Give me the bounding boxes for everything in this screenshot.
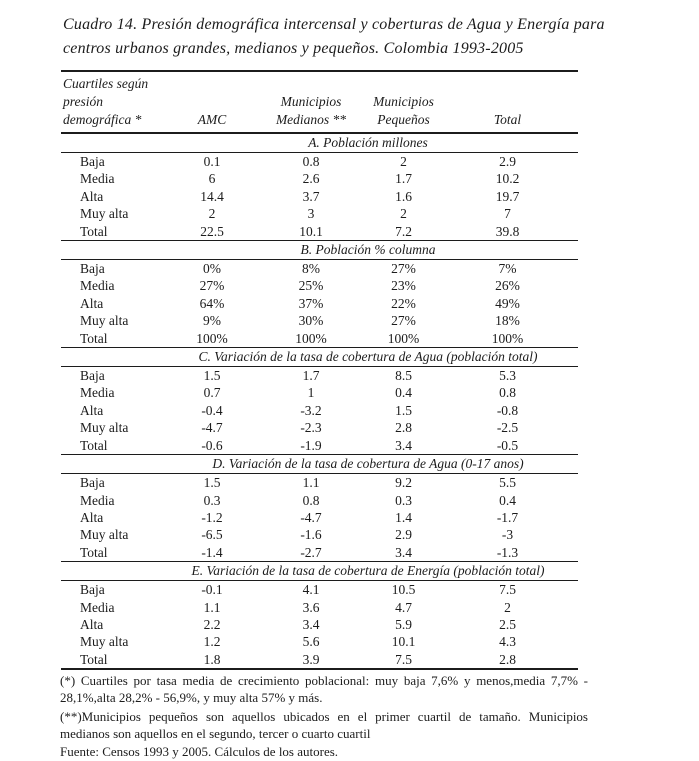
table-row xyxy=(61,153,578,171)
cell: -0.4 xyxy=(201,402,223,418)
cell: 1.8 xyxy=(203,651,221,667)
row-label: Baja xyxy=(80,154,105,169)
cell: 23% xyxy=(391,278,416,294)
cell: 0.3 xyxy=(395,492,412,508)
table-row xyxy=(61,170,578,187)
row-label: Muy alta xyxy=(80,634,129,650)
table-body xyxy=(61,133,578,669)
cell: 0.4 xyxy=(395,385,412,401)
cell: 5.3 xyxy=(499,368,516,384)
footnote-double-asterisk: (**)Municipios pequeños son aquellos ubicados en el primer cuartil de tamaño. Municipios medianos son aquellos en el segundo, tercer o cuarto cuartil xyxy=(60,708,588,741)
cell: 3.9 xyxy=(302,651,320,667)
cell: 100% xyxy=(491,330,524,346)
row-label: Alta xyxy=(80,402,104,418)
section-header-row xyxy=(61,562,578,581)
section-header-row xyxy=(61,455,578,474)
cell: 3.7 xyxy=(302,188,320,204)
cell: -1.3 xyxy=(496,544,519,560)
row-label: Muy alta xyxy=(80,313,129,329)
cell: 7.2 xyxy=(395,223,412,239)
cell: 1.5 xyxy=(203,475,221,491)
table-row xyxy=(61,295,578,312)
cell: -1.7 xyxy=(496,509,519,525)
cell: 1.1 xyxy=(203,599,221,615)
table-row xyxy=(61,223,578,241)
cell: -0.5 xyxy=(496,437,519,453)
cell: 0.8 xyxy=(302,154,320,169)
cell: 3.4 xyxy=(395,544,412,560)
section-header-row xyxy=(61,133,578,153)
section-header: B. Población % columna xyxy=(158,241,578,260)
cell: 1.5 xyxy=(395,402,412,418)
table-row xyxy=(61,509,578,526)
row-label: Total xyxy=(80,330,108,346)
cell: 64% xyxy=(199,295,225,311)
cell: 27% xyxy=(199,278,225,294)
table-row xyxy=(61,260,578,278)
document-page xyxy=(0,13,699,760)
cell: 9.2 xyxy=(395,475,412,491)
cell: -0.8 xyxy=(496,402,519,418)
cell: -2.5 xyxy=(496,420,519,436)
row-label: Alta xyxy=(80,188,104,204)
section-header-stub-cell xyxy=(61,241,158,260)
cell: 2.8 xyxy=(499,651,516,667)
table-row xyxy=(61,384,578,401)
cell: 10.1 xyxy=(391,634,416,650)
cell: 25% xyxy=(298,278,324,294)
table-row xyxy=(61,330,578,348)
row-label: Total xyxy=(80,437,108,453)
table-title: Cuadro 14. Presión demográfica intercensal y coberturas de Agua y Energía para centros urbanos grandes, medianos y pequeños. Colombia 1993-2005 xyxy=(63,16,605,57)
table-row xyxy=(61,633,578,650)
cell: 4.3 xyxy=(499,634,516,650)
cell: 1.7 xyxy=(395,171,412,187)
cell: 2 xyxy=(400,154,407,169)
cell: 2.2 xyxy=(203,616,221,632)
cell: 5.9 xyxy=(395,616,412,632)
row-label: Muy alta xyxy=(80,527,129,543)
cell: 30% xyxy=(298,313,324,329)
row-label: Media xyxy=(80,278,115,294)
row-label: Media xyxy=(80,385,115,401)
row-label: Baja xyxy=(80,368,105,384)
table-row xyxy=(61,599,578,616)
row-label: Total xyxy=(80,223,108,239)
cell: 0.8 xyxy=(499,385,516,401)
table-row xyxy=(61,188,578,205)
cell: 2.5 xyxy=(499,616,516,632)
column-header-stub: Cuartiles según presión demográfica * xyxy=(61,71,158,133)
cell: 14.4 xyxy=(200,188,224,204)
table-header xyxy=(61,71,578,133)
table-row xyxy=(61,419,578,436)
cell: 37% xyxy=(298,295,324,311)
section-header: E. Variación de la tasa de cobertura de Energía (población total) xyxy=(158,562,578,581)
cell: 6 xyxy=(208,171,216,187)
cell: 7.5 xyxy=(395,651,412,667)
cell: 0% xyxy=(203,261,221,277)
table-row xyxy=(61,367,578,385)
cell: 3.4 xyxy=(302,616,320,632)
cell: 0.3 xyxy=(203,492,221,508)
table-row xyxy=(61,474,578,492)
cell: -4.7 xyxy=(201,420,223,436)
row-label: Baja xyxy=(80,582,105,598)
footnotes xyxy=(60,673,588,761)
table-row xyxy=(61,526,578,543)
table-row xyxy=(61,651,578,669)
table-row xyxy=(61,205,578,222)
cell: -1.9 xyxy=(300,437,322,453)
table-row xyxy=(61,312,578,329)
cell: -3.2 xyxy=(300,402,322,418)
cell: 2 xyxy=(400,206,407,222)
row-label: Muy alta xyxy=(80,420,129,436)
cell: -1.6 xyxy=(300,527,322,543)
section-header: D. Variación de la tasa de cobertura de Agua (0-17 anos) xyxy=(158,455,578,474)
cell: 27% xyxy=(391,261,416,277)
column-header-row xyxy=(61,71,578,133)
cell: 3.4 xyxy=(395,437,412,453)
cell: 2.9 xyxy=(499,154,516,169)
section-header-stub-cell xyxy=(61,348,158,367)
cell: 19.7 xyxy=(495,188,520,204)
cell: -4.7 xyxy=(300,509,322,525)
cell: 0.8 xyxy=(302,492,320,508)
cell: 1.2 xyxy=(203,634,221,650)
cell: 0.4 xyxy=(499,492,516,508)
section-header-row xyxy=(61,348,578,367)
cell: 2.8 xyxy=(395,420,412,436)
cell: 0.7 xyxy=(203,385,221,401)
cell: 2.9 xyxy=(395,527,412,543)
section-header-stub-cell xyxy=(61,455,158,474)
cell: 2 xyxy=(208,206,216,222)
table-row xyxy=(61,402,578,419)
cell: 100% xyxy=(295,330,327,346)
cell: 1.6 xyxy=(395,188,412,204)
row-label: Alta xyxy=(80,295,104,311)
cell: 26% xyxy=(495,278,520,294)
section-header-stub-cell xyxy=(61,562,158,581)
row-label: Media xyxy=(80,171,115,187)
table-row xyxy=(61,492,578,509)
section-header: C. Variación de la tasa de cobertura de Agua (población total) xyxy=(158,348,578,367)
cell: -3 xyxy=(501,527,514,543)
section-header: A. Población millones xyxy=(158,133,578,153)
table-row xyxy=(61,581,578,599)
cell: 18% xyxy=(495,313,520,329)
cell: 10.1 xyxy=(299,223,323,239)
cell: 22.5 xyxy=(200,223,224,239)
cell: 7% xyxy=(498,261,517,277)
cell: -6.5 xyxy=(201,527,223,543)
cell: -2.3 xyxy=(300,420,322,436)
row-label: Baja xyxy=(80,475,105,491)
data-table xyxy=(61,70,578,670)
row-label: Baja xyxy=(80,261,105,277)
cell: 2 xyxy=(504,599,511,615)
cell: 9% xyxy=(203,313,221,329)
cell: 5.6 xyxy=(302,634,320,650)
cell: 22% xyxy=(391,295,416,311)
column-header-municipios-pequenos: Municipios Pequeños xyxy=(356,71,451,133)
cell: 1.5 xyxy=(203,368,221,384)
cell: 39.8 xyxy=(495,223,520,239)
cell: 10.5 xyxy=(391,582,416,598)
cell: -1.4 xyxy=(201,544,223,560)
cell: 1 xyxy=(307,385,315,401)
cell: 27% xyxy=(391,313,416,329)
table-row xyxy=(61,616,578,633)
cell: 0.1 xyxy=(203,154,221,169)
cell: -1.2 xyxy=(201,509,223,525)
row-label: Media xyxy=(80,492,115,508)
cell: 1.1 xyxy=(302,475,320,491)
table-row xyxy=(61,277,578,294)
row-label: Total xyxy=(80,651,108,667)
row-label: Alta xyxy=(80,509,104,525)
table-row xyxy=(61,437,578,455)
cell: 8% xyxy=(302,261,320,277)
cell: 3 xyxy=(307,206,315,222)
cell: 1.4 xyxy=(395,509,412,525)
column-header-municipios-medianos: Municipios Medianos ** xyxy=(266,71,356,133)
cell: -2.7 xyxy=(300,544,322,560)
table-row xyxy=(61,544,578,562)
cell: 8.5 xyxy=(395,368,412,384)
row-label: Muy alta xyxy=(80,206,129,222)
footnote-source: Fuente: Censos 1993 y 2005. Cálculos de los autores. xyxy=(60,744,339,760)
column-header-amc: AMC xyxy=(158,71,266,133)
row-label: Total xyxy=(80,544,108,560)
row-label: Media xyxy=(80,599,115,615)
row-label: Alta xyxy=(80,616,104,632)
cell: 100% xyxy=(196,330,228,346)
column-header-total: Total xyxy=(451,71,578,133)
cell: 10.2 xyxy=(495,171,520,187)
footnote-asterisk: (*) Cuartiles por tasa media de crecimiento poblacional: muy baja 7,6% y menos,media 7,7% - 28,1%,alta 28,2% - 56,9%, y muy alta 57% y más. xyxy=(60,673,588,705)
section-header-row xyxy=(61,241,578,260)
cell: 2.6 xyxy=(302,171,320,187)
cell: 7.5 xyxy=(499,582,516,598)
cell: 4.7 xyxy=(395,599,412,615)
cell: 3.6 xyxy=(302,599,320,615)
section-header-stub-cell xyxy=(61,133,158,153)
cell: 4.1 xyxy=(302,582,320,598)
cell: 49% xyxy=(495,295,520,311)
cell: 7 xyxy=(504,206,511,222)
cell: 100% xyxy=(387,330,420,346)
cell: 1.7 xyxy=(302,368,320,384)
cell: -0.1 xyxy=(201,582,223,598)
cell: 5.5 xyxy=(499,475,516,491)
cell: -0.6 xyxy=(201,437,223,453)
